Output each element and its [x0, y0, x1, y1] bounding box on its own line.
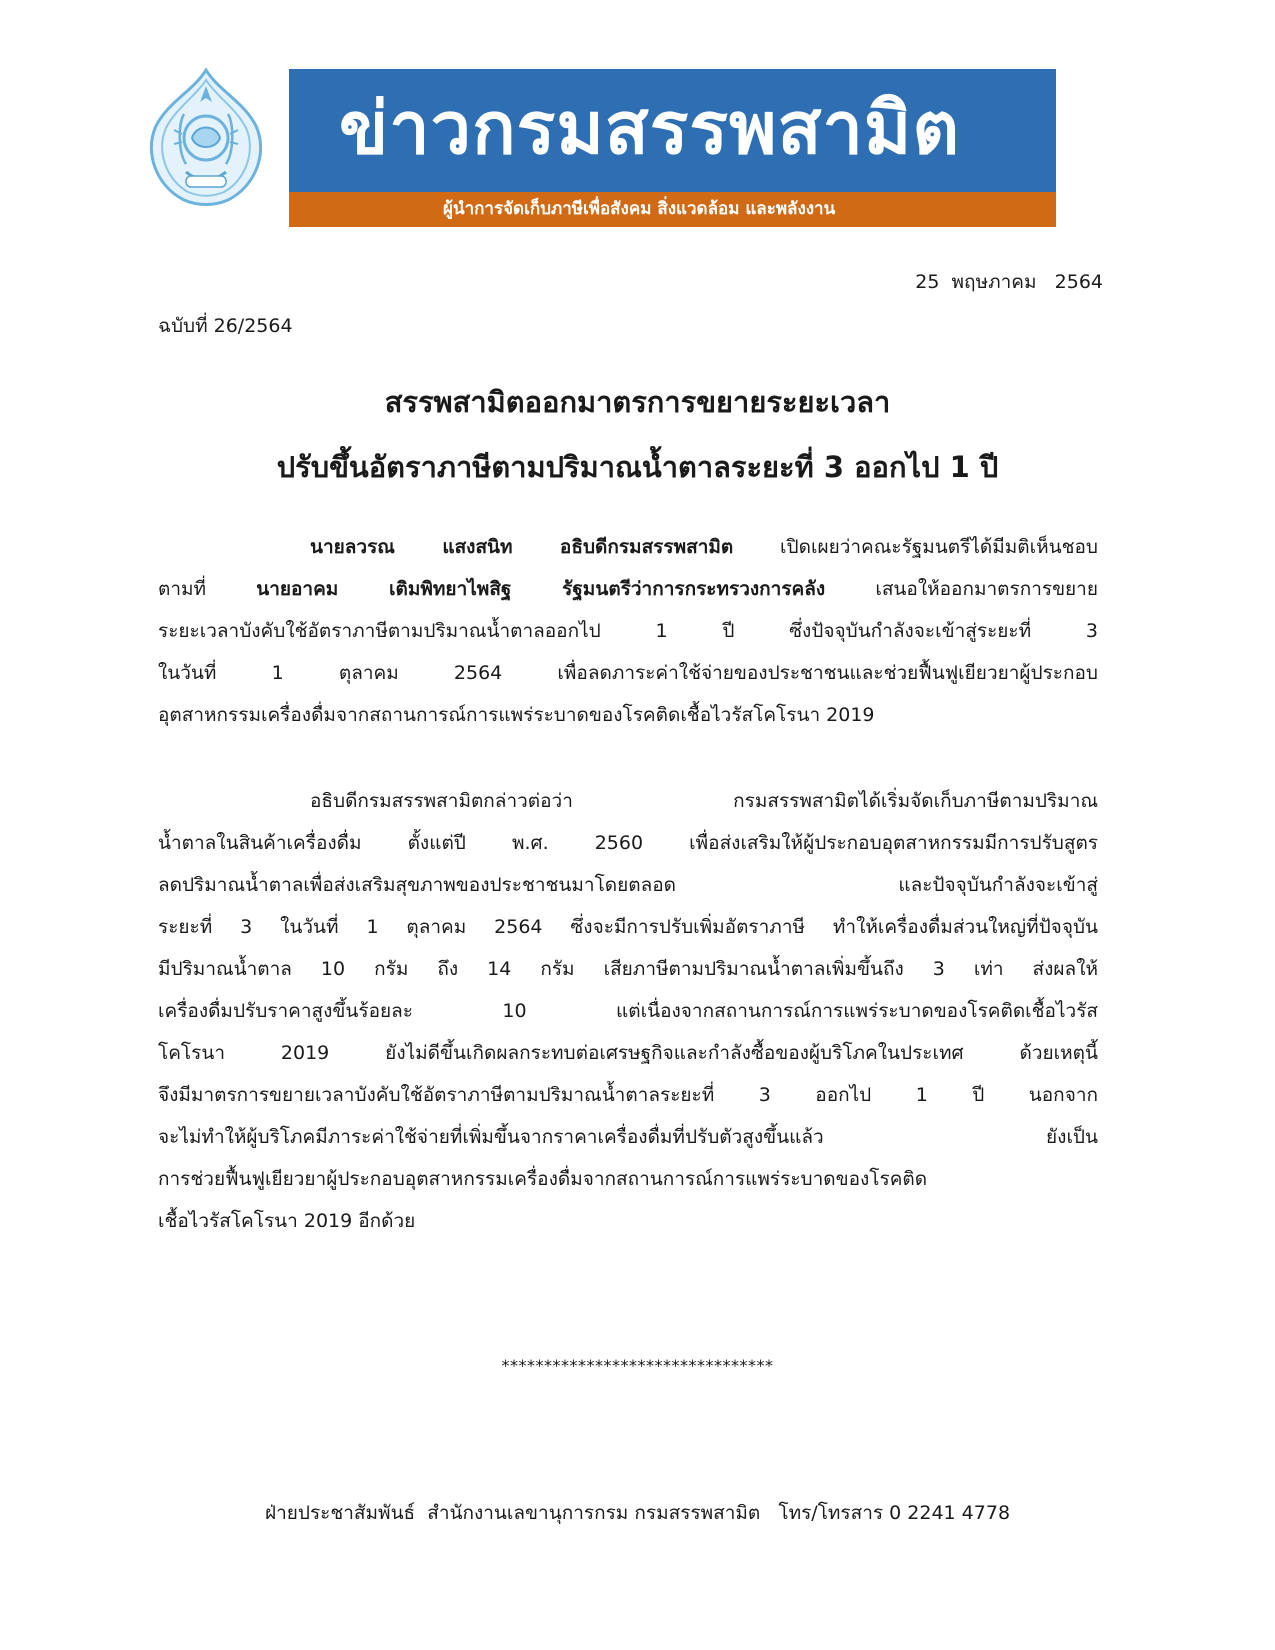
director-name: นายลวรณ แสงสนิท อธิบดีกรมสรรพสามิต: [310, 536, 734, 558]
banner-title: ข่าวกรมสรรพสามิต: [339, 86, 961, 170]
paragraph-1-line-5: อุตสาหกรรมเครื่องดื่มจากสถานการณ์การแพร่ระบาดของโรคติดเชื้อไวรัสโคโรนา 2019: [158, 704, 875, 726]
paragraph-1: [158, 526, 1098, 736]
headline-line-2: ปรับขึ้นอัตราภาษีตามปริมาณน้ำตาลระยะที่ 3 ออกไป 1 ปี: [276, 450, 999, 484]
minister-name: นายอาคม เติมพิทยาไพสิฐ รัฐมนตรีว่าการกระทรวงการคลัง: [256, 578, 826, 600]
paragraph-2-line: เชื้อไวรัสโคโรนา 2019 อีกด้วย: [158, 1210, 416, 1232]
news-header-banner: [289, 69, 1056, 227]
paragraph-2-line: น้ำตาลในสินค้าเครื่องดื่ม ตั้งแต่ปี พ.ศ. 2560 เพื่อส่งเสริมให้ผู้ประกอบอุตสาหกรรมมีการปรับสูตร: [158, 832, 1098, 854]
logo-emblem-icon: [148, 68, 264, 206]
paragraph-1-line-4: ในวันที่ 1 ตุลาคม 2564 เพื่อลดภาระค่าใช้จ่ายของประชาชนและช่วยฟื้นฟูเยียวยาผู้ประกอบ: [158, 662, 1098, 684]
publication-date: 25 พฤษภาคม 2564: [915, 271, 1103, 293]
paragraph-2-line: อธิบดีกรมสรรพสามิตกล่าวต่อว่า กรมสรรพสามิตได้เริ่มจัดเก็บภาษีตามปริมาณ: [310, 790, 1098, 812]
paragraph-1-line-2-text: เสนอให้ออกมาตรการขยาย: [825, 578, 1098, 600]
paragraph-1-line-2: [158, 568, 1098, 610]
paragraph-2-line: ระยะที่ 3 ในวันที่ 1 ตุลาคม 2564 ซึ่งจะมีการปรับเพิ่มอัตราภาษี ทำให้เครื่องดื่มส่วนใหญ่ที่ปัจจุบัน: [158, 916, 1098, 938]
paragraph-2-line: เครื่องดื่มปรับราคาสูงขึ้นร้อยละ 10 แต่เนื่องจากสถานการณ์การแพร่ระบาดของโรคติดเชื้อไวรัส: [158, 1000, 1098, 1022]
issue-number: ฉบับที่ 26/2564: [158, 315, 293, 337]
paragraph-2-line: โคโรนา 2019 ยังไม่ดีขึ้นเกิดผลกระทบต่อเศรษฐกิจและกำลังซื้อของผู้บริโภคในประเทศ ด้วยเหตุนี้: [158, 1042, 1098, 1064]
paragraph-2-line: การช่วยฟื้นฟูเยียวยาผู้ประกอบอุตสาหกรรมเครื่องดื่มจากสถานการณ์การแพร่ระบาดของโรคติด: [158, 1168, 928, 1190]
excise-department-logo: [148, 68, 264, 206]
paragraph-1-line-1: [158, 526, 1098, 568]
paragraph-2-line: มีปริมาณน้ำตาล 10 กรัม ถึง 14 กรัม เสียภาษีตามปริมาณน้ำตาลเพิ่มขึ้นถึง 3 เท่า ส่งผลให้: [158, 958, 1098, 980]
paragraph-2-line: จะไม่ทำให้ผู้บริโภคมีภาระค่าใช้จ่ายที่เพิ่มขึ้นจากราคาเครื่องดื่มที่ปรับตัวสูงขึ้นแล้ว ยังเป็น: [158, 1126, 1098, 1148]
paragraph-1-line-1-text: เปิดเผยว่าคณะรัฐมนตรีได้มีมติเห็นชอบ: [733, 536, 1098, 558]
paragraph-1-line-3: ระยะเวลาบังคับใช้อัตราภาษีตามปริมาณน้ำตาลออกไป 1 ปี ซึ่งปัจจุบันกำลังจะเข้าสู่ระยะที่ 3: [158, 620, 1098, 642]
paragraph-2-line: ลดปริมาณน้ำตาลเพื่อส่งเสริมสุขภาพของประชาชนมาโดยตลอด และปัจจุบันกำลังจะเข้าสู่: [158, 874, 1098, 896]
footer-contact: ฝ่ายประชาสัมพันธ์ สำนักงานเลขานุการกรม กรมสรรพสามิต โทร/โทรสาร 0 2241 4778: [264, 1502, 1011, 1524]
paragraph-1-line-2-prefix: ตามที่: [158, 578, 257, 600]
banner-tagline: ผู้นำการจัดเก็บภาษีเพื่อสังคม สิ่งแวดล้อม และพลังงาน: [443, 199, 836, 219]
title-band: [289, 69, 1056, 192]
headline-line-1: สรรพสามิตออกมาตรการขยายระยะเวลา: [384, 385, 891, 419]
section-divider: ********************************: [501, 1356, 774, 1375]
paragraph-2: [158, 780, 1098, 1242]
paragraph-2-line: จึงมีมาตรการขยายเวลาบังคับใช้อัตราภาษีตามปริมาณน้ำตาลระยะที่ 3 ออกไป 1 ปี นอกจาก: [158, 1084, 1098, 1106]
tagline-band: [289, 192, 1056, 227]
